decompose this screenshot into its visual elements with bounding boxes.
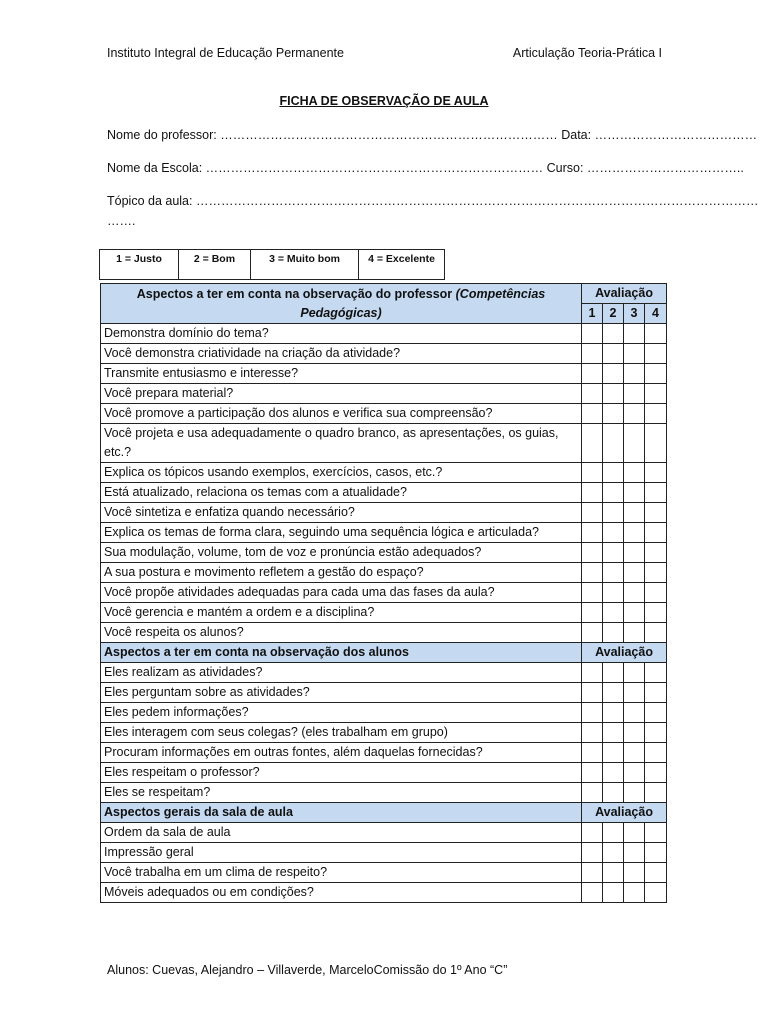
rating-cell[interactable] [582, 703, 603, 723]
rating-cell[interactable] [582, 723, 603, 743]
table-row [101, 463, 667, 483]
observation-table [100, 283, 667, 903]
rating-cell[interactable] [624, 723, 645, 743]
rating-cell[interactable] [603, 863, 624, 883]
rating-cell[interactable] [603, 324, 624, 344]
rating-number: 3 [624, 304, 645, 324]
rating-cell[interactable] [603, 364, 624, 384]
rating-cell[interactable] [624, 463, 645, 483]
rating-cell[interactable] [624, 763, 645, 783]
rating-cell[interactable] [624, 324, 645, 344]
rating-cell[interactable] [645, 703, 667, 723]
topic-field: Tópico da aula: ……………………………………………………………………………………………………………………… [107, 194, 759, 208]
table-row [101, 603, 667, 623]
criterion-text: Eles se respeitam? [101, 783, 582, 803]
rating-cell[interactable] [603, 483, 624, 503]
rating-cell[interactable] [645, 763, 667, 783]
rating-cell[interactable] [645, 623, 667, 643]
table-row [101, 503, 667, 523]
evaluation-header: Avaliação [582, 284, 667, 304]
criterion-text: A sua postura e movimento refletem a gestão do espaço? [101, 563, 582, 583]
rating-cell[interactable] [645, 723, 667, 743]
rating-cell[interactable] [645, 783, 667, 803]
criterion-text: Você trabalha em um clima de respeito? [101, 863, 582, 883]
table-row [101, 743, 667, 763]
rating-cell[interactable] [582, 523, 603, 543]
table-row [101, 843, 667, 863]
rating-cell[interactable] [582, 543, 603, 563]
table-row [101, 763, 667, 783]
rating-cell[interactable] [582, 863, 603, 883]
rating-cell[interactable] [645, 324, 667, 344]
section-heading: Aspectos a ter em conta na observação dos alunos [101, 643, 582, 663]
rating-cell[interactable] [624, 583, 645, 603]
evaluation-header: Avaliação [582, 803, 667, 823]
rating-cell[interactable] [603, 523, 624, 543]
rating-cell[interactable] [603, 743, 624, 763]
rating-cell[interactable] [582, 364, 603, 384]
rating-number: 2 [603, 304, 624, 324]
rating-cell[interactable] [624, 563, 645, 583]
table-row [101, 344, 667, 364]
section-header [101, 643, 667, 663]
rating-cell[interactable] [582, 563, 603, 583]
criterion-text: Você prepara material? [101, 384, 582, 404]
rating-cell[interactable] [624, 743, 645, 763]
criterion-text: Você respeita os alunos? [101, 623, 582, 643]
rating-cell[interactable] [624, 683, 645, 703]
table-row [101, 623, 667, 643]
rating-number: 1 [582, 304, 603, 324]
criterion-text: Você demonstra criatividade na criação da atividade? [101, 344, 582, 364]
rating-cell[interactable] [582, 843, 603, 863]
rating-cell[interactable] [624, 863, 645, 883]
rating-cell[interactable] [645, 364, 667, 384]
rating-cell[interactable] [603, 344, 624, 364]
rating-cell[interactable] [624, 364, 645, 384]
rating-cell[interactable] [603, 783, 624, 803]
rating-cell[interactable] [624, 703, 645, 723]
rating-cell[interactable] [645, 603, 667, 623]
criterion-text: Sua modulação, volume, tom de voz e pronúncia estão adequados? [101, 543, 582, 563]
header-course: Articulação Teoria-Prática I [512, 46, 662, 60]
rating-cell[interactable] [582, 463, 603, 483]
rating-cell[interactable] [582, 663, 603, 683]
table-row [101, 424, 667, 463]
rating-cell[interactable] [645, 863, 667, 883]
rating-cell[interactable] [645, 384, 667, 404]
criterion-text: Você gerencia e mantém a ordem e a disciplina? [101, 603, 582, 623]
criterion-text: Explica os tópicos usando exemplos, exercícios, casos, etc.? [101, 463, 582, 483]
rating-cell[interactable] [582, 404, 603, 424]
rating-cell[interactable] [645, 523, 667, 543]
criterion-text: Eles perguntam sobre as atividades? [101, 683, 582, 703]
rating-cell[interactable] [603, 384, 624, 404]
rating-cell[interactable] [582, 344, 603, 364]
table-row [101, 663, 667, 683]
rating-cell[interactable] [645, 823, 667, 843]
rating-cell[interactable] [624, 503, 645, 523]
rating-cell[interactable] [624, 883, 645, 903]
section-heading-text: Aspectos a ter em conta na observação do professor [136, 286, 456, 301]
rating-cell[interactable] [582, 823, 603, 843]
table-row [101, 683, 667, 703]
rating-cell[interactable] [603, 563, 624, 583]
rating-cell[interactable] [624, 603, 645, 623]
rating-cell[interactable] [603, 843, 624, 863]
topic-field-continuation: ……. [107, 214, 136, 228]
rating-cell[interactable] [624, 663, 645, 683]
criterion-text: Eles interagem com seus colegas? (eles trabalham em grupo) [101, 723, 582, 743]
rating-cell[interactable] [645, 683, 667, 703]
page-title: FICHA DE OBSERVAÇÃO DE AULA [279, 94, 489, 108]
rating-cell[interactable] [645, 344, 667, 364]
rating-cell[interactable] [603, 583, 624, 603]
rating-cell[interactable] [582, 783, 603, 803]
table-row [101, 703, 667, 723]
rating-cell[interactable] [645, 543, 667, 563]
table-row [101, 783, 667, 803]
rating-cell[interactable] [645, 463, 667, 483]
criterion-text: Você promove a participação dos alunos e verifica sua compreensão? [101, 404, 582, 424]
rating-cell[interactable] [582, 384, 603, 404]
rating-cell[interactable] [603, 703, 624, 723]
rating-cell[interactable] [582, 763, 603, 783]
rating-cell[interactable] [624, 623, 645, 643]
criterion-text: Eles realizam as atividades? [101, 663, 582, 683]
rating-cell[interactable] [603, 883, 624, 903]
rating-cell[interactable] [582, 503, 603, 523]
rating-cell[interactable] [582, 324, 603, 344]
scale-item: 4 = Excelente [359, 250, 445, 280]
rating-cell[interactable] [582, 743, 603, 763]
rating-scale [99, 249, 445, 280]
criterion-text: Móveis adequados ou em condições? [101, 883, 582, 903]
table-row [101, 723, 667, 743]
rating-cell[interactable] [624, 823, 645, 843]
rating-cell[interactable] [603, 663, 624, 683]
header-institute: Instituto Integral de Educação Permanente [107, 46, 344, 60]
criterion-text: Está atualizado, relaciona os temas com a atualidade? [101, 483, 582, 503]
rating-cell[interactable] [624, 543, 645, 563]
criterion-text: Você sintetiza e enfatiza quando necessário? [101, 503, 582, 523]
criterion-text: Transmite entusiasmo e interesse? [101, 364, 582, 384]
section-heading [101, 284, 582, 324]
rating-cell[interactable] [582, 683, 603, 703]
table-row [101, 384, 667, 404]
rating-cell[interactable] [624, 384, 645, 404]
rating-cell[interactable] [603, 723, 624, 743]
criterion-text: Procuram informações em outras fontes, além daquelas fornecidas? [101, 743, 582, 763]
rating-cell[interactable] [624, 424, 645, 463]
rating-cell[interactable] [603, 503, 624, 523]
table-row [101, 404, 667, 424]
rating-cell[interactable] [624, 404, 645, 424]
table-row [101, 883, 667, 903]
rating-cell[interactable] [624, 523, 645, 543]
rating-cell[interactable] [582, 483, 603, 503]
table-row [101, 324, 667, 344]
rating-cell[interactable] [603, 623, 624, 643]
criterion-text: Impressão geral [101, 843, 582, 863]
rating-cell[interactable] [603, 603, 624, 623]
rating-cell[interactable] [645, 404, 667, 424]
scale-item: 2 = Bom [179, 250, 251, 280]
rating-cell[interactable] [645, 483, 667, 503]
table-row [101, 523, 667, 543]
rating-cell[interactable] [645, 424, 667, 463]
rating-cell[interactable] [645, 583, 667, 603]
rating-cell[interactable] [582, 583, 603, 603]
section-header-professor [101, 284, 667, 304]
rating-cell[interactable] [582, 883, 603, 903]
rating-cell[interactable] [582, 603, 603, 623]
rating-cell[interactable] [624, 483, 645, 503]
section-header [101, 803, 667, 823]
rating-cell[interactable] [645, 843, 667, 863]
evaluation-header: Avaliação [582, 643, 667, 663]
rating-cell[interactable] [645, 563, 667, 583]
rating-cell[interactable] [603, 823, 624, 843]
table-row [101, 563, 667, 583]
criterion-text: Demonstra domínio do tema? [101, 324, 582, 344]
scale-item: 1 = Justo [100, 250, 179, 280]
table-row [101, 483, 667, 503]
professor-field: Nome do professor: ……………………………………………………………………… Data: ………………………………… [107, 128, 758, 142]
rating-cell[interactable] [645, 503, 667, 523]
footer-students: Alunos: Cuevas, Alejandro – Villaverde, MarceloComissão do 1º Ano “C” [107, 963, 508, 977]
table-row [101, 823, 667, 843]
table-row [101, 863, 667, 883]
rating-cell[interactable] [582, 623, 603, 643]
table-row [101, 364, 667, 384]
rating-cell[interactable] [603, 683, 624, 703]
rating-cell[interactable] [624, 344, 645, 364]
scale-item: 3 = Muito bom [251, 250, 359, 280]
criterion-text: Explica os temas de forma clara, seguindo uma sequência lógica e articulada? [101, 523, 582, 543]
rating-cell[interactable] [645, 883, 667, 903]
criterion-text: Ordem da sala de aula [101, 823, 582, 843]
rating-cell[interactable] [645, 663, 667, 683]
section-heading: Aspectos gerais da sala de aula [101, 803, 582, 823]
rating-cell[interactable] [603, 463, 624, 483]
criterion-text: Eles pedem informações? [101, 703, 582, 723]
rating-cell[interactable] [603, 424, 624, 463]
rating-cell[interactable] [603, 763, 624, 783]
rating-cell[interactable] [624, 783, 645, 803]
rating-number: 4 [645, 304, 667, 324]
table-row [101, 543, 667, 563]
rating-cell[interactable] [582, 424, 603, 463]
table-row [101, 583, 667, 603]
school-field: Nome da Escola: ……………………………………………………………………… Curso: ……………………………….. [107, 161, 744, 175]
rating-cell[interactable] [645, 743, 667, 763]
rating-cell[interactable] [603, 404, 624, 424]
criterion-text: Você propõe atividades adequadas para cada uma das fases da aula? [101, 583, 582, 603]
rating-cell[interactable] [624, 843, 645, 863]
section-heading-italic: (Competências Pedagógicas) [300, 286, 546, 320]
criterion-text: Eles respeitam o professor? [101, 763, 582, 783]
criterion-text: Você projeta e usa adequadamente o quadro branco, as apresentações, os guias, etc.? [101, 424, 582, 463]
rating-cell[interactable] [603, 543, 624, 563]
